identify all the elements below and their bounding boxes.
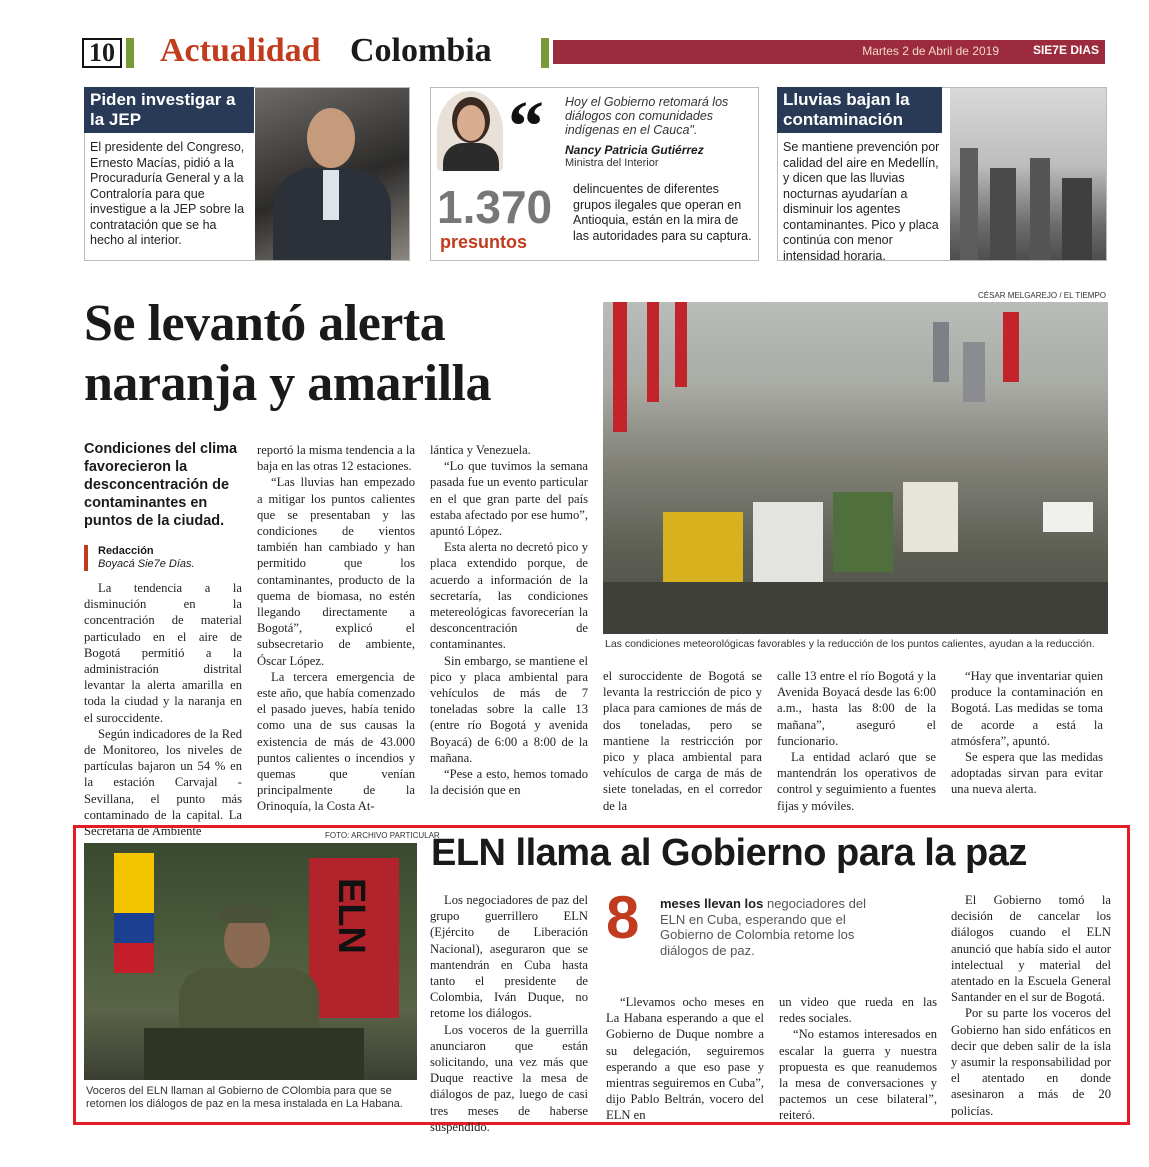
banner-shape: [675, 302, 687, 387]
photo-credit: CÉSAR MELGAREJO / EL TIEMPO: [977, 291, 1106, 300]
building-shape: [1030, 158, 1050, 260]
politician-photo: [255, 88, 409, 260]
paragraph: Sin embargo, se mantiene el pico y placa ambiental para vehículos de más de 7 toneladas sobre la calle 13 (entre río Bogotá y avenida Boyacá) de 6:00 a 8:00 de la mañana.: [430, 653, 588, 765]
byline: [84, 545, 195, 571]
issue-date: Martes 2 de Abril de 2019: [862, 44, 999, 58]
brief-jep-body: El presidente del Congreso, Ernesto Macías, pidió a la Procuraduría General y a la Contraloría para que investigue a la JEP sobre la contratación que se ha hecho al interior.: [90, 140, 245, 247]
eln-headline: ELN llama al Gobierno para la paz: [431, 832, 1027, 874]
paragraph: “No estamos interesados en escalar la guerra y nuestra propuesta es que reanudemos la mesa de conversaciones y pactemos un cese bilateral”, reiteró.: [779, 1027, 937, 1123]
truck-shape: [903, 482, 958, 552]
face-shape: [457, 105, 485, 141]
eln-col-1: [430, 892, 588, 1135]
eln-flag: [309, 858, 399, 1018]
paragraph: lántica y Venezuela.: [430, 443, 531, 457]
cap-shape: [220, 905, 274, 923]
section-marker-right: [541, 38, 549, 68]
city-smog-photo: [950, 88, 1106, 260]
road-shape: [603, 582, 1108, 634]
shirt-shape: [323, 170, 339, 220]
traffic-photo: [603, 302, 1108, 634]
paragraph: “Pese a esto, hemos tomado la decisión que en: [430, 767, 588, 798]
paragraph: calle 13 entre el río Bogotá y la Avenida Boyacá desde las 6:00 a.m., hasta las 8:00 de la mañana”, aseguró el funcionario.: [777, 669, 936, 748]
banner-shape: [1003, 312, 1019, 382]
flag-yellow: [114, 853, 154, 913]
bus-shape: [663, 512, 743, 582]
truck-shape: [753, 502, 823, 582]
page-number: 10: [82, 38, 122, 68]
paragraph: “Hay que inventariar quien produce la contaminación en Bogotá. Las medidas se toma de acorde a está la atmósfera”, apuntó.: [951, 669, 1103, 748]
paragraph: La tercera emergencia de este año, que había comenzado el pasado jueves, había tenido como una de sus causas la existencia de más de 43.000 puntos calientes o incendios y quemas que venían principalmente de la Orinoquía, la Costa At-: [257, 669, 415, 814]
main-headline: Se levantó alerta naranja y amarilla: [84, 295, 491, 412]
main-col-3: [430, 442, 588, 798]
byline-outlet: Boyacá Sie7e Días.: [98, 558, 195, 570]
quote-role: Ministra del Interior: [565, 157, 659, 169]
table-shape: [144, 1028, 364, 1080]
eln-col-4: [951, 892, 1111, 1119]
paragraph: reportó la misma tendencia a la baja en las otras 12 estaciones.: [257, 443, 415, 474]
highlight-number: 8: [606, 884, 640, 951]
newspaper-brand: SIE7E DIAS: [1032, 43, 1099, 57]
face-shape: [307, 108, 355, 168]
paragraph: “Lo que tuvimos la semana pasada fue un evento particular en el que gran parte del país estaba afectado por ese humo”, apuntó López.: [430, 459, 588, 539]
flag-red: [114, 943, 154, 973]
figure-label: presuntos: [440, 232, 528, 252]
truck-shape: [833, 492, 893, 572]
main-col-1: [84, 580, 242, 839]
quote-author: Nancy Patricia Gutiérrez: [565, 143, 704, 157]
paragraph: Los negociadores de paz del grupo guerrillero ELN (Ejército de Liberación Nacional), aseguraron que se mantendrán en Cuba hasta tanto el presidente de Colombia, Iván Duque, no retome los diálogos.: [430, 893, 588, 1021]
paragraph: Se espera que las medidas adoptadas sirvan para evitar una nueva alerta.: [951, 750, 1103, 797]
section-subtitle: Colombia: [350, 32, 492, 69]
building-shape: [990, 168, 1016, 260]
building-shape: [960, 148, 978, 260]
eln-flag-text: ELN: [330, 878, 372, 954]
quote-text: Hoy el Gobierno retomará los diálogos con comunidades indígenas en el Cauca".: [565, 95, 729, 137]
quote-mark-icon: “: [508, 86, 544, 166]
paragraph: el suroccidente de Bogotá se levanta la restricción de pico y placa para camiones de más de dos toneladas, pero se mantiene la restricción por pico y placa ambiental para vehículos de carga de más de siete toneladas, en el corredor de la: [603, 669, 762, 813]
eln-col-2: [606, 994, 764, 1124]
paragraph: El Gobierno tomó la decisión de cancelar los diálogos cuando el ELN anunció que había sido el autor intelectual y material del atentado en la Escuela General Santander en el sur de Bogotá.: [951, 893, 1111, 1005]
paragraph: La tendencia a la disminución en la concentración de material particulado en el aire de Bogotá permitió a la administración distrital levantar la alerta amarilla en toda la ciudad y la naranja en el suroccidente.: [84, 581, 242, 725]
main-col-4: [603, 668, 762, 814]
tower-shape: [933, 322, 949, 382]
minister-photo: [437, 91, 503, 171]
figure-number: 1.370: [437, 181, 553, 233]
paragraph: La entidad aclaró que se mantendrán los operativos de control y seguimiento a fuentes fijas y móviles.: [777, 750, 936, 813]
eln-col-3: [779, 994, 937, 1124]
banner-shape: [613, 302, 627, 432]
main-col-6: [951, 668, 1103, 798]
header-bar: [553, 40, 1105, 64]
highlight-text: [660, 896, 890, 958]
brief-jep-title: Piden investigar a la JEP: [84, 87, 254, 133]
flag-blue: [114, 913, 154, 943]
eln-photo-credit: FOTO: ARCHIVO PARTICULAR: [325, 831, 440, 840]
photo-caption: Las condiciones meteorológicas favorables y la reducción de los puntos calientes, ayudan a la reducción.: [605, 638, 1095, 650]
car-shape: [1043, 502, 1093, 532]
paragraph: Esta alerta no decretó pico y placa extendido porque, de acuerdo a información de la secretaría, las condiciones metereológicas favorecerían la desconcentración de contaminantes.: [430, 540, 588, 652]
jacket-shape: [443, 143, 499, 171]
banner-shape: [647, 302, 659, 402]
main-col-2: [257, 442, 415, 815]
paragraph: Según indicadores de la Red de Monitoreo, los niveles de partículas bajaron un 54 % en la estación Carvajal - Sevillana, el punto más contaminado de la capital. La Secretaría de Ambiente: [84, 726, 242, 839]
paragraph: Los voceros de la guerrilla anunciaron que están solicitando, una vez más que Duque reactive la mesa de diálogos de paz, luego de casi tres meses de haberse suspendido.: [430, 1022, 588, 1134]
figure-text: delincuentes de diferentes grupos ilegales que operan en Antioquia, están en la mira de las autoridades para su captura.: [573, 182, 752, 243]
highlight-body: negociadores del ELN en Cuba, esperando que el Gobierno de Colombia retome los diálogos de paz.: [660, 896, 866, 958]
byline-name: Redacción: [98, 545, 154, 557]
section-title: Actualidad: [160, 32, 321, 69]
section-marker: [126, 38, 134, 68]
eln-photo: [84, 843, 417, 1080]
paragraph: “Las lluvias han empezado a mitigar los puntos calientes que se presentaban y las condiciones de vientos también han cambiado y han permitido que los contaminantes, producto de la quema de biomasa, no estén llegando directamente a Bogotá”, explicó el subsecretario de ambiente, Óscar López.: [257, 475, 415, 668]
building-shape: [1062, 178, 1092, 260]
brief-rain-title: Lluvias bajan la contaminación: [777, 87, 942, 133]
paragraph: Por su parte los voceros del Gobierno han sido enfáticos en decir que deben salir de la isla y asumir la responsabilidad por el atentado en donde asesinaron a más de 20 policías.: [951, 1006, 1111, 1118]
paragraph: “Llevamos ocho meses en La Habana esperando a que el Gobierno de Duque nombre a su delegación, seguiremos esperando a que eso pase y mientras seguiremos en Cuba”, dijo Pablo Beltrán, vocero del ELN en: [606, 995, 764, 1123]
eln-photo-caption: Voceros del ELN llaman al Gobierno de COlombia para que se retomen los diálogos de paz en la mesa instalada en La Habana.: [86, 1085, 403, 1110]
paragraph: un video que rueda en las redes sociales.: [779, 995, 937, 1026]
main-col-5: [777, 668, 936, 814]
main-subhead: Condiciones del clima favorecieron la desconcentración de contaminantes en puntos de la ciudad.: [84, 441, 238, 529]
brief-rain-body: Se mantiene prevención por calidad del aire en Medellín, y dicen que las lluvias nocturnas ayudarían a disminuir los agentes contaminantes. Pico y placa continúa con menor intensidad horaria.: [783, 140, 940, 263]
highlight-lead: meses llevan los: [660, 896, 764, 911]
tower-shape: [963, 342, 985, 402]
